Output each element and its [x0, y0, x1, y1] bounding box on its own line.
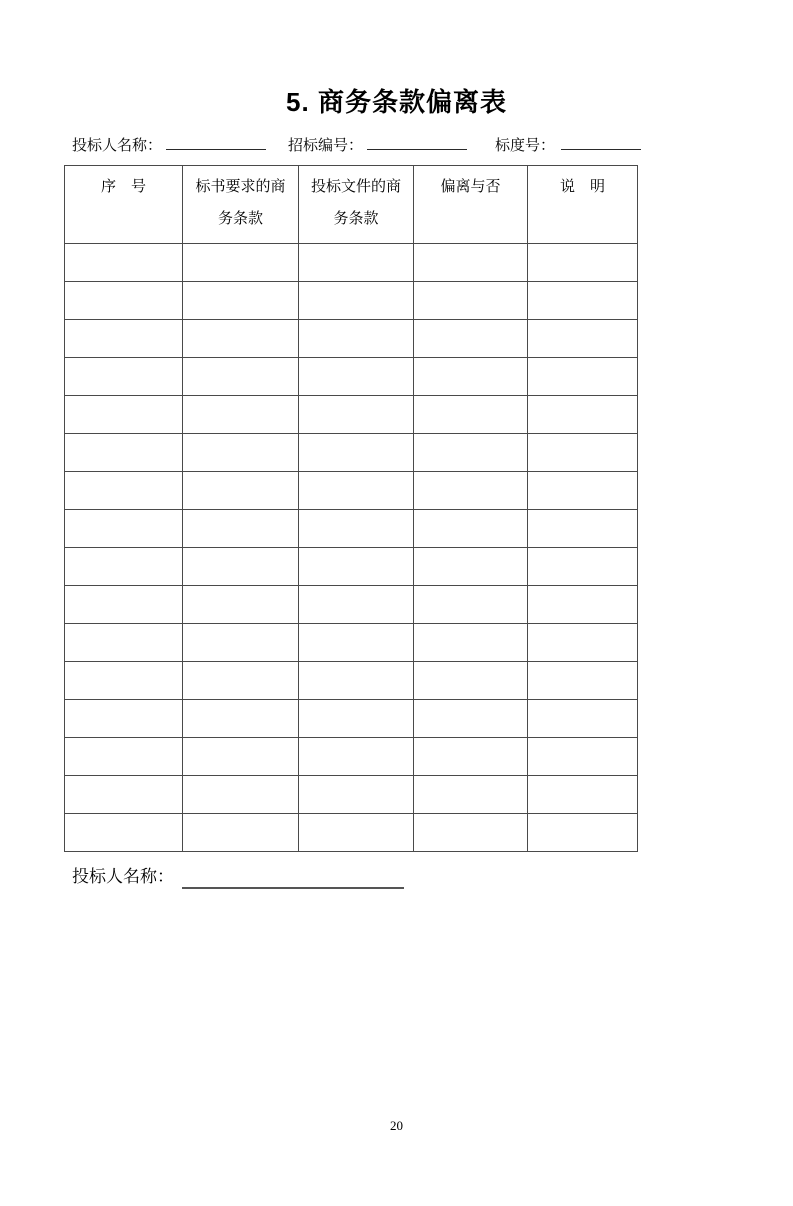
- col-header-bid-document-terms: [299, 166, 414, 244]
- empty-cell: [65, 472, 183, 510]
- empty-cell: [528, 776, 638, 814]
- empty-cell: [65, 662, 183, 700]
- deviation-table-body: [65, 244, 638, 852]
- empty-cell: [528, 358, 638, 396]
- empty-cell: [183, 510, 299, 548]
- bidder-name-field: [72, 134, 266, 156]
- empty-cell: [183, 434, 299, 472]
- table-row: [65, 738, 638, 776]
- empty-cell: [65, 624, 183, 662]
- empty-cell: [299, 320, 414, 358]
- empty-cell: [528, 472, 638, 510]
- empty-cell: [299, 434, 414, 472]
- table-row: [65, 776, 638, 814]
- col-header-text: 偏离与否: [440, 179, 501, 195]
- empty-cell: [183, 814, 299, 852]
- empty-cell: [414, 548, 528, 586]
- empty-cell: [414, 814, 528, 852]
- empty-cell: [414, 776, 528, 814]
- empty-cell: [65, 358, 183, 396]
- document-page: [0, 84, 793, 1133]
- col-header-text: 序 号: [100, 179, 146, 195]
- empty-cell: [183, 662, 299, 700]
- empty-cell: [414, 700, 528, 738]
- col-header-sequence-number: [65, 166, 183, 244]
- col-header-tender-required-terms: [183, 166, 299, 244]
- empty-cell: [528, 396, 638, 434]
- empty-cell: [299, 510, 414, 548]
- empty-cell: [299, 700, 414, 738]
- empty-cell: [65, 282, 183, 320]
- empty-cell: [65, 396, 183, 434]
- col-header-deviation-or-not: [414, 166, 528, 244]
- col-header-text: 务条款: [217, 211, 263, 227]
- empty-cell: [414, 586, 528, 624]
- empty-cell: [65, 434, 183, 472]
- empty-cell: [414, 738, 528, 776]
- empty-cell: [528, 738, 638, 776]
- empty-cell: [299, 662, 414, 700]
- empty-cell: [183, 396, 299, 434]
- deviation-table: [64, 165, 638, 852]
- empty-cell: [299, 282, 414, 320]
- table-row: [65, 586, 638, 624]
- col-header-text: 说 明: [559, 179, 605, 195]
- empty-cell: [414, 472, 528, 510]
- empty-cell: [183, 548, 299, 586]
- empty-cell: [183, 776, 299, 814]
- empty-cell: [299, 548, 414, 586]
- empty-cell: [65, 700, 183, 738]
- empty-cell: [299, 472, 414, 510]
- empty-cell: [65, 776, 183, 814]
- empty-cell: [299, 358, 414, 396]
- table-row: [65, 814, 638, 852]
- empty-cell: [183, 320, 299, 358]
- table-row: [65, 548, 638, 586]
- table-row: [65, 700, 638, 738]
- empty-cell: [183, 738, 299, 776]
- tender-number-blank: [367, 134, 467, 150]
- empty-cell: [528, 624, 638, 662]
- empty-cell: [528, 282, 638, 320]
- empty-cell: [528, 814, 638, 852]
- empty-cell: [528, 548, 638, 586]
- empty-cell: [299, 244, 414, 282]
- table-row: [65, 434, 638, 472]
- empty-cell: [65, 586, 183, 624]
- empty-cell: [183, 700, 299, 738]
- info-line: [72, 134, 793, 156]
- bidder-name-label: 投标人名称：: [72, 138, 163, 154]
- footer-bidder-name-label: 投标人名称：: [72, 867, 174, 886]
- empty-cell: [414, 662, 528, 700]
- empty-cell: [65, 320, 183, 358]
- empty-cell: [528, 662, 638, 700]
- col-header-explanation: [528, 166, 638, 244]
- empty-cell: [528, 244, 638, 282]
- empty-cell: [528, 434, 638, 472]
- empty-cell: [528, 320, 638, 358]
- empty-cell: [528, 510, 638, 548]
- empty-cell: [183, 472, 299, 510]
- footer-bidder-name-line: [72, 865, 793, 889]
- empty-cell: [183, 282, 299, 320]
- empty-cell: [183, 244, 299, 282]
- header-row: [65, 166, 638, 244]
- empty-cell: [299, 776, 414, 814]
- empty-cell: [414, 244, 528, 282]
- tender-number-field: [288, 134, 467, 156]
- empty-cell: [414, 434, 528, 472]
- table-row: [65, 662, 638, 700]
- empty-cell: [528, 586, 638, 624]
- empty-cell: [183, 586, 299, 624]
- empty-cell: [65, 510, 183, 548]
- table-row: [65, 358, 638, 396]
- empty-cell: [183, 358, 299, 396]
- empty-cell: [299, 624, 414, 662]
- table-row: [65, 472, 638, 510]
- empty-cell: [65, 244, 183, 282]
- lot-number-label: 标度号：: [495, 138, 556, 154]
- empty-cell: [299, 396, 414, 434]
- table-row: [65, 320, 638, 358]
- empty-cell: [414, 358, 528, 396]
- empty-cell: [414, 396, 528, 434]
- col-header-text: 标书要求的商: [195, 179, 286, 195]
- empty-cell: [65, 814, 183, 852]
- empty-cell: [528, 700, 638, 738]
- deviation-table-header: [65, 166, 638, 244]
- empty-cell: [183, 624, 299, 662]
- empty-cell: [299, 814, 414, 852]
- footer-bidder-name-blank: [182, 870, 404, 889]
- table-row: [65, 624, 638, 662]
- empty-cell: [414, 624, 528, 662]
- empty-cell: [414, 510, 528, 548]
- empty-cell: [414, 282, 528, 320]
- table-row: [65, 282, 638, 320]
- tender-number-label: 招标编号：: [288, 138, 364, 154]
- empty-cell: [65, 738, 183, 776]
- lot-number-field: [495, 134, 641, 156]
- lot-number-blank: [561, 134, 641, 150]
- table-row: [65, 396, 638, 434]
- page-title: 5. 商务条款偏离表: [286, 87, 507, 117]
- empty-cell: [414, 320, 528, 358]
- empty-cell: [299, 586, 414, 624]
- bidder-name-blank: [166, 134, 266, 150]
- col-header-text: 务条款: [333, 211, 379, 227]
- empty-cell: [299, 738, 414, 776]
- table-row: [65, 244, 638, 282]
- empty-cell: [65, 548, 183, 586]
- col-header-text: 投标文件的商: [310, 179, 401, 195]
- page-number: 20: [390, 1118, 403, 1133]
- table-row: [65, 510, 638, 548]
